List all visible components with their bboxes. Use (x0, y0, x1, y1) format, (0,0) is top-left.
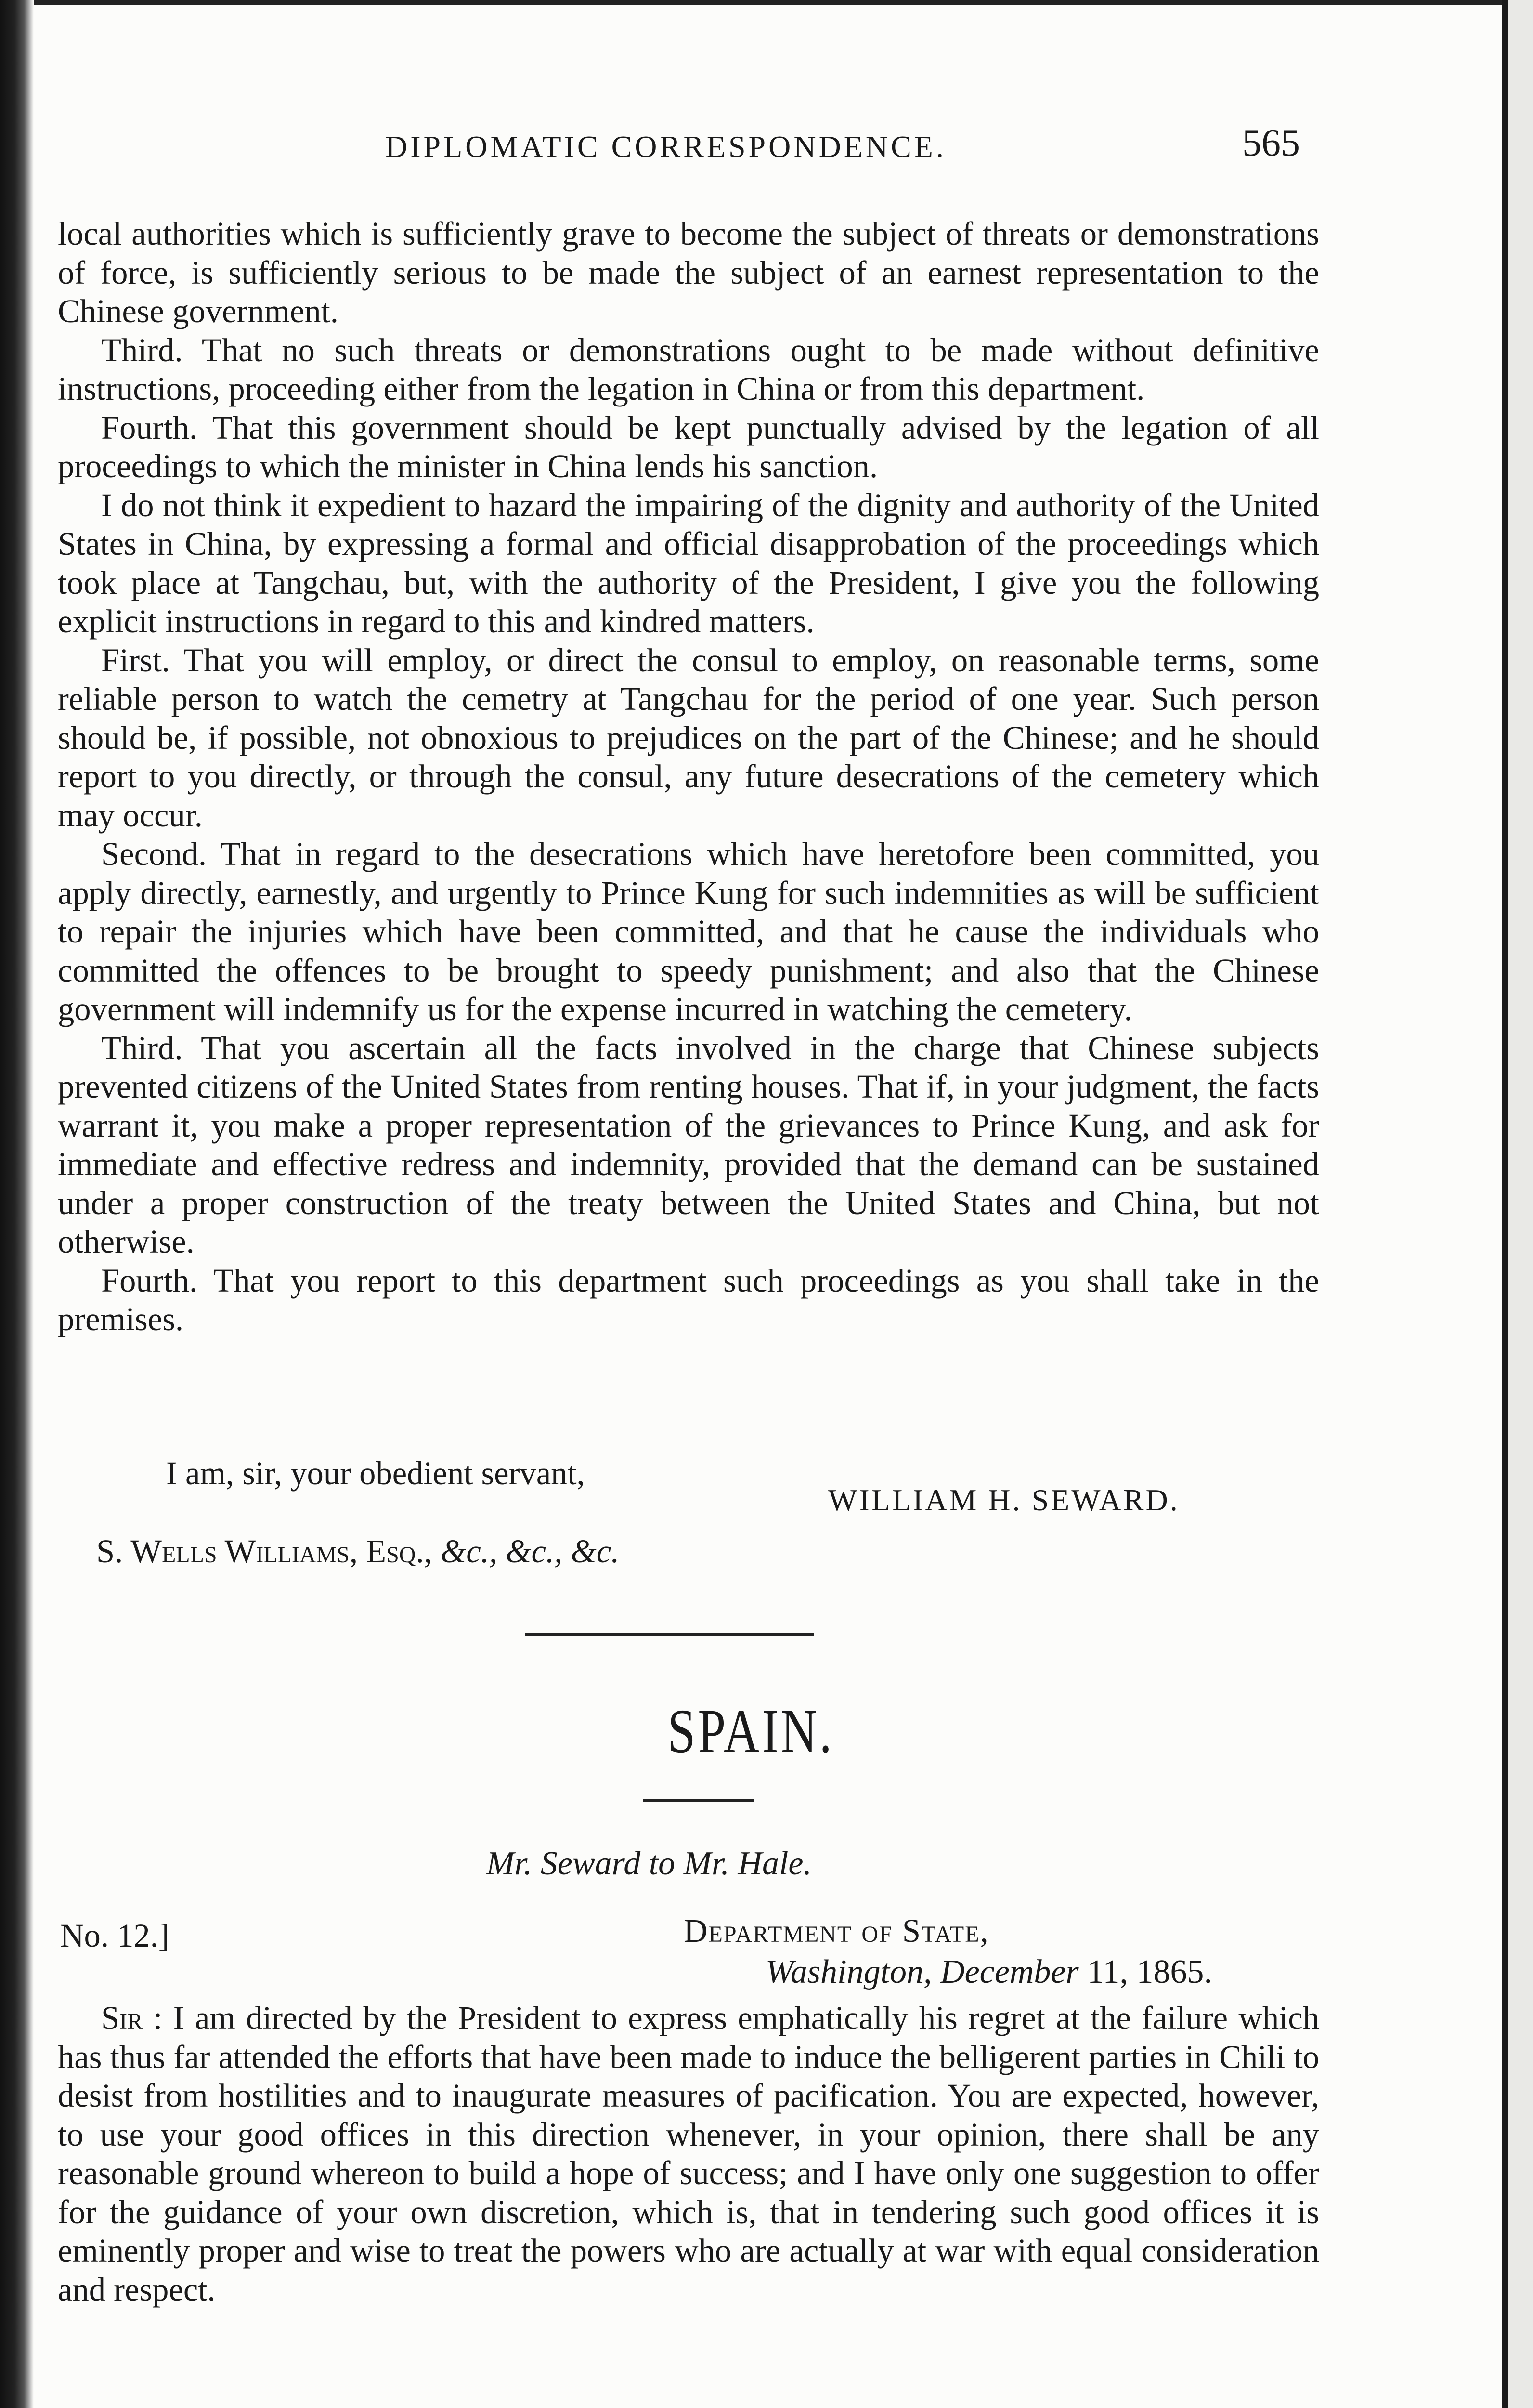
top-edge (34, 0, 1502, 5)
place: Washington, December (766, 1953, 1079, 1990)
title-underline (643, 1799, 754, 1802)
page-number: 565 (1242, 122, 1300, 164)
addressee-etc: &c., &c., &c. (440, 1533, 620, 1570)
running-head-title: DIPLOMATIC CORRESPONDENCE. (385, 130, 947, 164)
paragraph: Third. That you ascertain all the facts involved in the charge that Chinese subjects prevented citizens of the United States from renting houses. That if, in your judgment, the facts warrant it, you make a proper representation of the grievances to Prince Kung, and ask for immediate and effective redress and indemnity, provided that the demand can be sustained under a proper construction of the treaty between the United States and China, but not otherwise. (58, 1029, 1319, 1260)
paragraph: Fourth. That this government should be kept punctually advised by the legation of all proceedings to which the minister in China lends his sanction. (58, 409, 1319, 484)
department-line: Department of State, (684, 1912, 989, 1949)
body-text (58, 214, 1319, 1339)
closing: I am, sir, your obedient servant, (166, 1455, 585, 1492)
signature: WILLIAM H. SEWARD. (828, 1483, 1180, 1517)
section-title: SPAIN. (667, 1697, 834, 1766)
paragraph: local authorities which is sufficiently grave to become the subject of threats or demonstrations of force, is sufficiently serious to be made the subject of an earnest representation to the Chinese government. (58, 215, 1319, 329)
letter-text: I am directed by the President to express emphatically his regret at the failure which has thus far attended the efforts that have been made to induce the belligerent parties in Chili to desist from hostilities and to inaugurate measures of pacification. You are expected, however, to use your good offices in this direction whenever, in your opinion, there shall be any reasonable ground whereon to build a hope of success; and I have only one suggestion to offer for the guidance of your own discretion, which is, that in tendering such good offices it is eminently proper and wise to treat the powers who are actually at war with equal consideration and respect. (58, 2000, 1319, 2308)
salutation: Sir : (101, 2000, 163, 2036)
letter-heading: Mr. Seward to Mr. Hale. (486, 1845, 812, 1882)
section-divider (525, 1633, 814, 1636)
binding-edge (0, 0, 34, 2408)
place-date (766, 1953, 1212, 1991)
date: 11, 1865. (1078, 1953, 1213, 1990)
letter-body (58, 1999, 1319, 2309)
addressee-name: S. Wells Williams, Esq., (96, 1533, 432, 1570)
running-head (0, 122, 1533, 172)
paragraph: I do not think it expedient to hazard the impairing of the dignity and authority of the United States in China, by expressing a formal and official disapprobation of the proceedings which took place at Tangchau, but, with the authority of the President, I give you the following explicit instructions in regard to this and kindred matters. (58, 486, 1319, 640)
letter-paragraph (58, 1999, 1319, 2309)
paragraph: Third. That no such threats or demonstrations ought to be made without definitive instructions, proceeding either from the legation in China or from this department. (58, 331, 1319, 407)
paragraph: First. That you will employ, or direct the consul to employ, on reasonable terms, some reliable person to watch the cemetry at Tangchau for the period of one year. Such person should be, if possible, not obnoxious to prejudices on the part of the Chinese; and he should report to you directly, or through the consul, any future desecrations of the cemetery which may occur. (58, 641, 1319, 834)
right-edge-line (1502, 0, 1508, 2408)
right-margin (1508, 0, 1533, 2408)
addressee (96, 1532, 619, 1570)
paragraph: Fourth. That you report to this department such proceedings as you shall take in the premises. (58, 1262, 1319, 1337)
paragraph: Second. That in regard to the desecrations which have heretofore been committed, you apply directly, earnestly, and urgently to Prince Kung for such indemnities as will be sufficient to repair the injuries which have been committed, and that he cause the individuals who committed the offences to be brought to speedy punishment; and also that the Chinese government will indemnify us for the expense incurred in watching the cemetery. (58, 836, 1319, 1027)
letter-number: No. 12.] (60, 1917, 169, 1954)
